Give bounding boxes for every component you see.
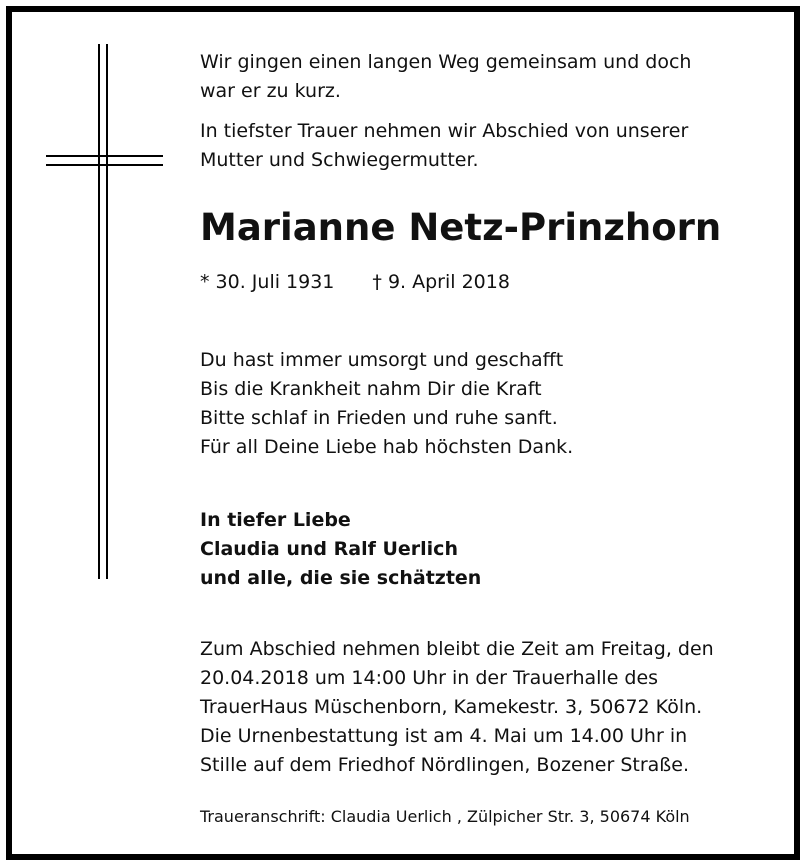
cross-vertical-line <box>98 44 100 579</box>
funeral-line: Stille auf dem Friedhof Nördlingen, Bozener Straße. <box>200 754 689 776</box>
mourning-address: Traueranschrift: Claudia Uerlich , Zülpicher Str. 3, 50674 Köln <box>200 807 690 826</box>
cross-vertical-line <box>106 44 108 579</box>
intro-line: Wir gingen einen langen Weg gemeinsam und doch <box>200 51 692 73</box>
intro-quote <box>200 48 691 106</box>
intro-line: Mutter und Schwiegermutter. <box>200 149 479 171</box>
intro-announcement <box>200 117 688 175</box>
funeral-line: 20.04.2018 um 14:00 Uhr in der Trauerhalle des <box>200 667 659 689</box>
funeral-line: Die Urnenbestattung ist am 4. Mai um 14.00 Uhr in <box>200 725 688 747</box>
life-dates <box>200 268 510 297</box>
deceased-name: Marianne Netz-Prinzhorn <box>200 206 722 249</box>
cross-horizontal-line <box>46 155 163 157</box>
cross-horizontal-line <box>46 164 163 166</box>
signature-line: und alle, die sie schätzten <box>200 567 482 589</box>
poem-line: Du hast immer umsorgt und geschafft <box>200 349 564 371</box>
poem-line: Für all Deine Liebe hab höchsten Dank. <box>200 436 574 458</box>
intro-line: In tiefster Trauer nehmen wir Abschied von unserer <box>200 120 689 142</box>
signature <box>200 506 481 593</box>
funeral-info <box>200 635 714 780</box>
death-date: † 9. April 2018 <box>372 271 510 293</box>
signature-line: In tiefer Liebe <box>200 509 351 531</box>
signature-line: Claudia und Ralf Uerlich <box>200 538 458 560</box>
funeral-line: Zum Abschied nehmen bleibt die Zeit am Freitag, den <box>200 638 714 660</box>
birth-date: * 30. Juli 1931 <box>200 271 335 293</box>
poem <box>200 346 573 462</box>
poem-line: Bitte schlaf in Frieden und ruhe sanft. <box>200 407 558 429</box>
intro-line: war er zu kurz. <box>200 80 341 102</box>
poem-line: Bis die Krankheit nahm Dir die Kraft <box>200 378 542 400</box>
funeral-line: TrauerHaus Müschenborn, Kamekestr. 3, 50672 Köln. <box>200 696 703 718</box>
